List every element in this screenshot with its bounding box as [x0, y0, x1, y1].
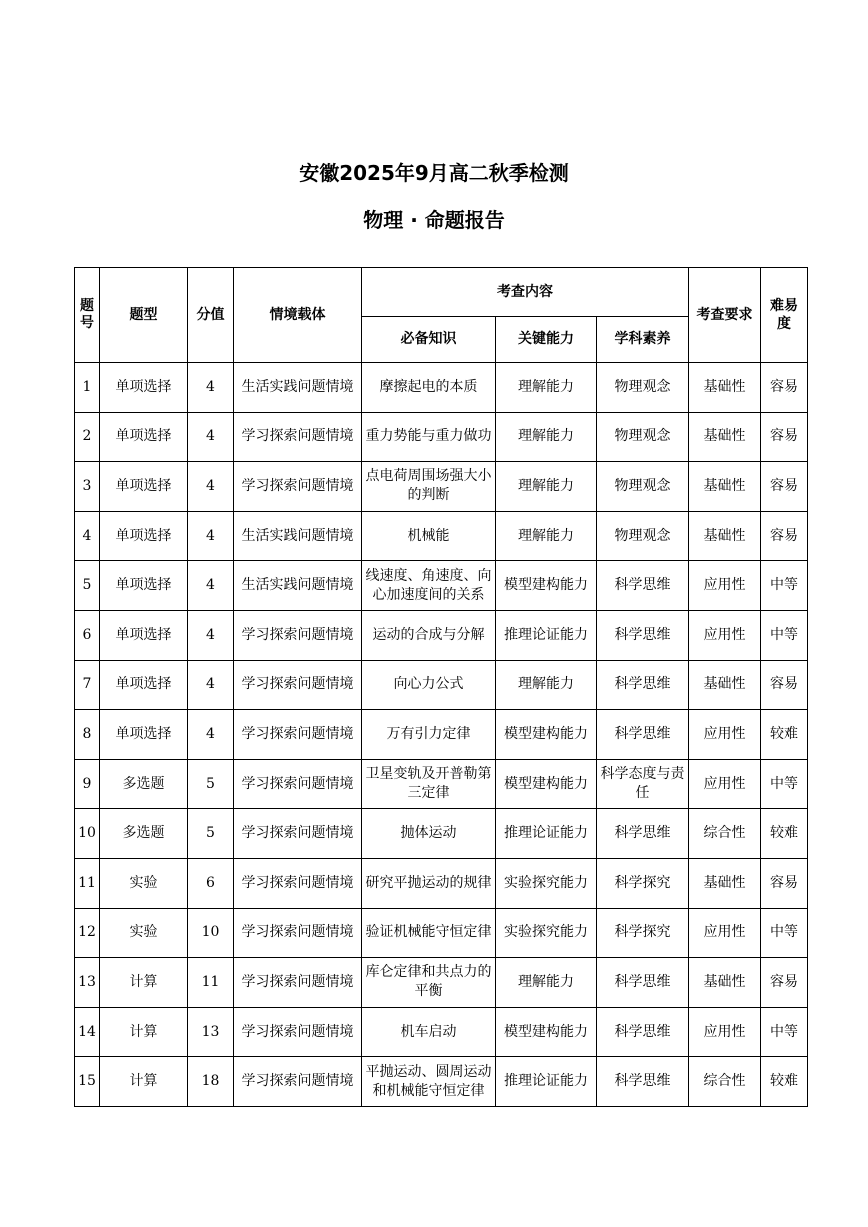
cell-score: 4	[188, 710, 234, 760]
cell-requirement: 应用性	[689, 561, 761, 611]
cell-literacy: 物理观念	[597, 363, 689, 413]
cell-requirement: 应用性	[689, 1007, 761, 1057]
cell-score: 4	[188, 610, 234, 660]
cell-context: 学习探索问题情境	[234, 908, 362, 958]
cell-requirement: 基础性	[689, 958, 761, 1008]
cell-type: 实验	[100, 858, 188, 908]
table-row	[75, 710, 808, 760]
cell-type: 单项选择	[100, 561, 188, 611]
cell-difficulty: 中等	[761, 759, 808, 809]
table-row	[75, 958, 808, 1008]
cell-type: 单项选择	[100, 710, 188, 760]
table-row	[75, 363, 808, 413]
cell-no: 13	[75, 958, 100, 1008]
cell-difficulty: 中等	[761, 561, 808, 611]
cell-context: 学习探索问题情境	[234, 1057, 362, 1107]
cell-literacy: 科学思维	[597, 710, 689, 760]
cell-type: 单项选择	[100, 412, 188, 462]
cell-difficulty: 容易	[761, 958, 808, 1008]
cell-context: 学习探索问题情境	[234, 710, 362, 760]
cell-literacy: 科学态度与责任	[597, 759, 689, 809]
cell-literacy: 科学思维	[597, 958, 689, 1008]
table-row	[75, 858, 808, 908]
cell-difficulty: 容易	[761, 858, 808, 908]
cell-difficulty: 容易	[761, 462, 808, 512]
cell-no: 15	[75, 1057, 100, 1107]
table-row	[75, 660, 808, 710]
cell-context: 学习探索问题情境	[234, 809, 362, 859]
cell-ability: 理解能力	[496, 511, 597, 561]
header-content-group: 考查内容	[362, 268, 689, 317]
header-type: 题型	[100, 268, 188, 363]
cell-type: 多选题	[100, 809, 188, 859]
cell-context: 生活实践问题情境	[234, 511, 362, 561]
cell-context: 学习探索问题情境	[234, 858, 362, 908]
table-row	[75, 1007, 808, 1057]
cell-difficulty: 容易	[761, 363, 808, 413]
cell-ability: 理解能力	[496, 363, 597, 413]
cell-difficulty: 中等	[761, 1007, 808, 1057]
page-subtitle: 物理 · 命题报告	[363, 208, 505, 232]
cell-type: 单项选择	[100, 660, 188, 710]
cell-ability: 模型建构能力	[496, 710, 597, 760]
cell-context: 学习探索问题情境	[234, 759, 362, 809]
cell-score: 4	[188, 412, 234, 462]
table-row	[75, 561, 808, 611]
cell-requirement: 应用性	[689, 610, 761, 660]
cell-score: 13	[188, 1007, 234, 1057]
table-row	[75, 809, 808, 859]
cell-literacy: 物理观念	[597, 462, 689, 512]
cell-requirement: 基础性	[689, 511, 761, 561]
cell-ability: 实验探究能力	[496, 908, 597, 958]
cell-literacy: 科学思维	[597, 1007, 689, 1057]
cell-context: 学习探索问题情境	[234, 958, 362, 1008]
cell-literacy: 科学探究	[597, 908, 689, 958]
table-row	[75, 908, 808, 958]
cell-difficulty: 容易	[761, 511, 808, 561]
cell-knowledge: 运动的合成与分解	[362, 610, 496, 660]
exam-report-table	[74, 267, 808, 1107]
cell-score: 18	[188, 1057, 234, 1107]
cell-score: 4	[188, 660, 234, 710]
cell-literacy: 科学思维	[597, 809, 689, 859]
cell-requirement: 综合性	[689, 809, 761, 859]
cell-ability: 理解能力	[496, 958, 597, 1008]
cell-knowledge: 验证机械能守恒定律	[362, 908, 496, 958]
cell-knowledge: 向心力公式	[362, 660, 496, 710]
cell-requirement: 应用性	[689, 908, 761, 958]
cell-knowledge: 机械能	[362, 511, 496, 561]
cell-difficulty: 较难	[761, 710, 808, 760]
header-ability: 关键能力	[496, 317, 597, 363]
table-row	[75, 759, 808, 809]
cell-requirement: 应用性	[689, 759, 761, 809]
cell-knowledge: 摩擦起电的本质	[362, 363, 496, 413]
cell-ability: 推理论证能力	[496, 809, 597, 859]
cell-literacy: 科学思维	[597, 1057, 689, 1107]
cell-requirement: 基础性	[689, 660, 761, 710]
header-literacy: 学科素养	[597, 317, 689, 363]
table-row	[75, 412, 808, 462]
cell-score: 4	[188, 363, 234, 413]
cell-literacy: 物理观念	[597, 412, 689, 462]
cell-literacy: 物理观念	[597, 511, 689, 561]
header-requirement: 考查要求	[689, 268, 761, 363]
cell-requirement: 综合性	[689, 1057, 761, 1107]
cell-score: 11	[188, 958, 234, 1008]
cell-literacy: 科学思维	[597, 610, 689, 660]
cell-requirement: 基础性	[689, 858, 761, 908]
header-context: 情境载体	[234, 268, 362, 363]
cell-knowledge: 抛体运动	[362, 809, 496, 859]
cell-knowledge: 万有引力定律	[362, 710, 496, 760]
cell-knowledge: 卫星变轨及开普勒第三定律	[362, 759, 496, 809]
cell-no: 14	[75, 1007, 100, 1057]
cell-requirement: 基础性	[689, 412, 761, 462]
cell-ability: 模型建构能力	[496, 759, 597, 809]
cell-type: 单项选择	[100, 610, 188, 660]
table-row	[75, 1057, 808, 1107]
cell-knowledge: 研究平抛运动的规律	[362, 858, 496, 908]
cell-score: 5	[188, 809, 234, 859]
cell-score: 4	[188, 511, 234, 561]
cell-no: 12	[75, 908, 100, 958]
cell-requirement: 基础性	[689, 363, 761, 413]
table-row	[75, 511, 808, 561]
cell-ability: 理解能力	[496, 412, 597, 462]
cell-no: 5	[75, 561, 100, 611]
cell-difficulty: 容易	[761, 660, 808, 710]
cell-no: 1	[75, 363, 100, 413]
cell-knowledge: 点电荷周围场强大小的判断	[362, 462, 496, 512]
cell-ability: 理解能力	[496, 462, 597, 512]
cell-context: 学习探索问题情境	[234, 1007, 362, 1057]
table-body	[75, 363, 808, 1107]
cell-knowledge: 重力势能与重力做功	[362, 412, 496, 462]
cell-requirement: 基础性	[689, 462, 761, 512]
cell-score: 6	[188, 858, 234, 908]
cell-difficulty: 中等	[761, 610, 808, 660]
table-row	[75, 462, 808, 512]
cell-type: 计算	[100, 958, 188, 1008]
cell-no: 4	[75, 511, 100, 561]
cell-context: 学习探索问题情境	[234, 412, 362, 462]
cell-knowledge: 线速度、角速度、向心加速度间的关系	[362, 561, 496, 611]
cell-literacy: 科学探究	[597, 858, 689, 908]
cell-context: 学习探索问题情境	[234, 610, 362, 660]
cell-ability: 实验探究能力	[496, 858, 597, 908]
cell-context: 生活实践问题情境	[234, 561, 362, 611]
cell-no: 11	[75, 858, 100, 908]
cell-difficulty: 中等	[761, 908, 808, 958]
cell-ability: 理解能力	[496, 660, 597, 710]
cell-no: 7	[75, 660, 100, 710]
cell-difficulty: 较难	[761, 809, 808, 859]
cell-context: 学习探索问题情境	[234, 660, 362, 710]
header-difficulty: 难易度	[761, 268, 808, 363]
header-knowledge: 必备知识	[362, 317, 496, 363]
cell-type: 单项选择	[100, 511, 188, 561]
cell-no: 8	[75, 710, 100, 760]
cell-ability: 推理论证能力	[496, 1057, 597, 1107]
header-no: 题号	[75, 268, 100, 363]
cell-type: 多选题	[100, 759, 188, 809]
cell-knowledge: 库仑定律和共点力的平衡	[362, 958, 496, 1008]
cell-no: 6	[75, 610, 100, 660]
table-header	[75, 268, 808, 363]
cell-literacy: 科学思维	[597, 660, 689, 710]
cell-no: 9	[75, 759, 100, 809]
cell-knowledge: 平抛运动、圆周运动和机械能守恒定律	[362, 1057, 496, 1107]
cell-type: 计算	[100, 1057, 188, 1107]
cell-score: 5	[188, 759, 234, 809]
cell-type: 计算	[100, 1007, 188, 1057]
cell-no: 3	[75, 462, 100, 512]
cell-ability: 模型建构能力	[496, 1007, 597, 1057]
cell-difficulty: 容易	[761, 412, 808, 462]
cell-type: 实验	[100, 908, 188, 958]
header-score: 分值	[188, 268, 234, 363]
cell-ability: 推理论证能力	[496, 610, 597, 660]
page-title: 安徽2025年9月高二秋季检测	[299, 161, 569, 185]
cell-type: 单项选择	[100, 462, 188, 512]
cell-context: 学习探索问题情境	[234, 462, 362, 512]
cell-context: 生活实践问题情境	[234, 363, 362, 413]
cell-no: 2	[75, 412, 100, 462]
cell-score: 10	[188, 908, 234, 958]
cell-requirement: 应用性	[689, 710, 761, 760]
table-row	[75, 610, 808, 660]
cell-knowledge: 机车启动	[362, 1007, 496, 1057]
cell-score: 4	[188, 561, 234, 611]
cell-score: 4	[188, 462, 234, 512]
cell-literacy: 科学思维	[597, 561, 689, 611]
cell-difficulty: 较难	[761, 1057, 808, 1107]
cell-ability: 模型建构能力	[496, 561, 597, 611]
cell-type: 单项选择	[100, 363, 188, 413]
cell-no: 10	[75, 809, 100, 859]
